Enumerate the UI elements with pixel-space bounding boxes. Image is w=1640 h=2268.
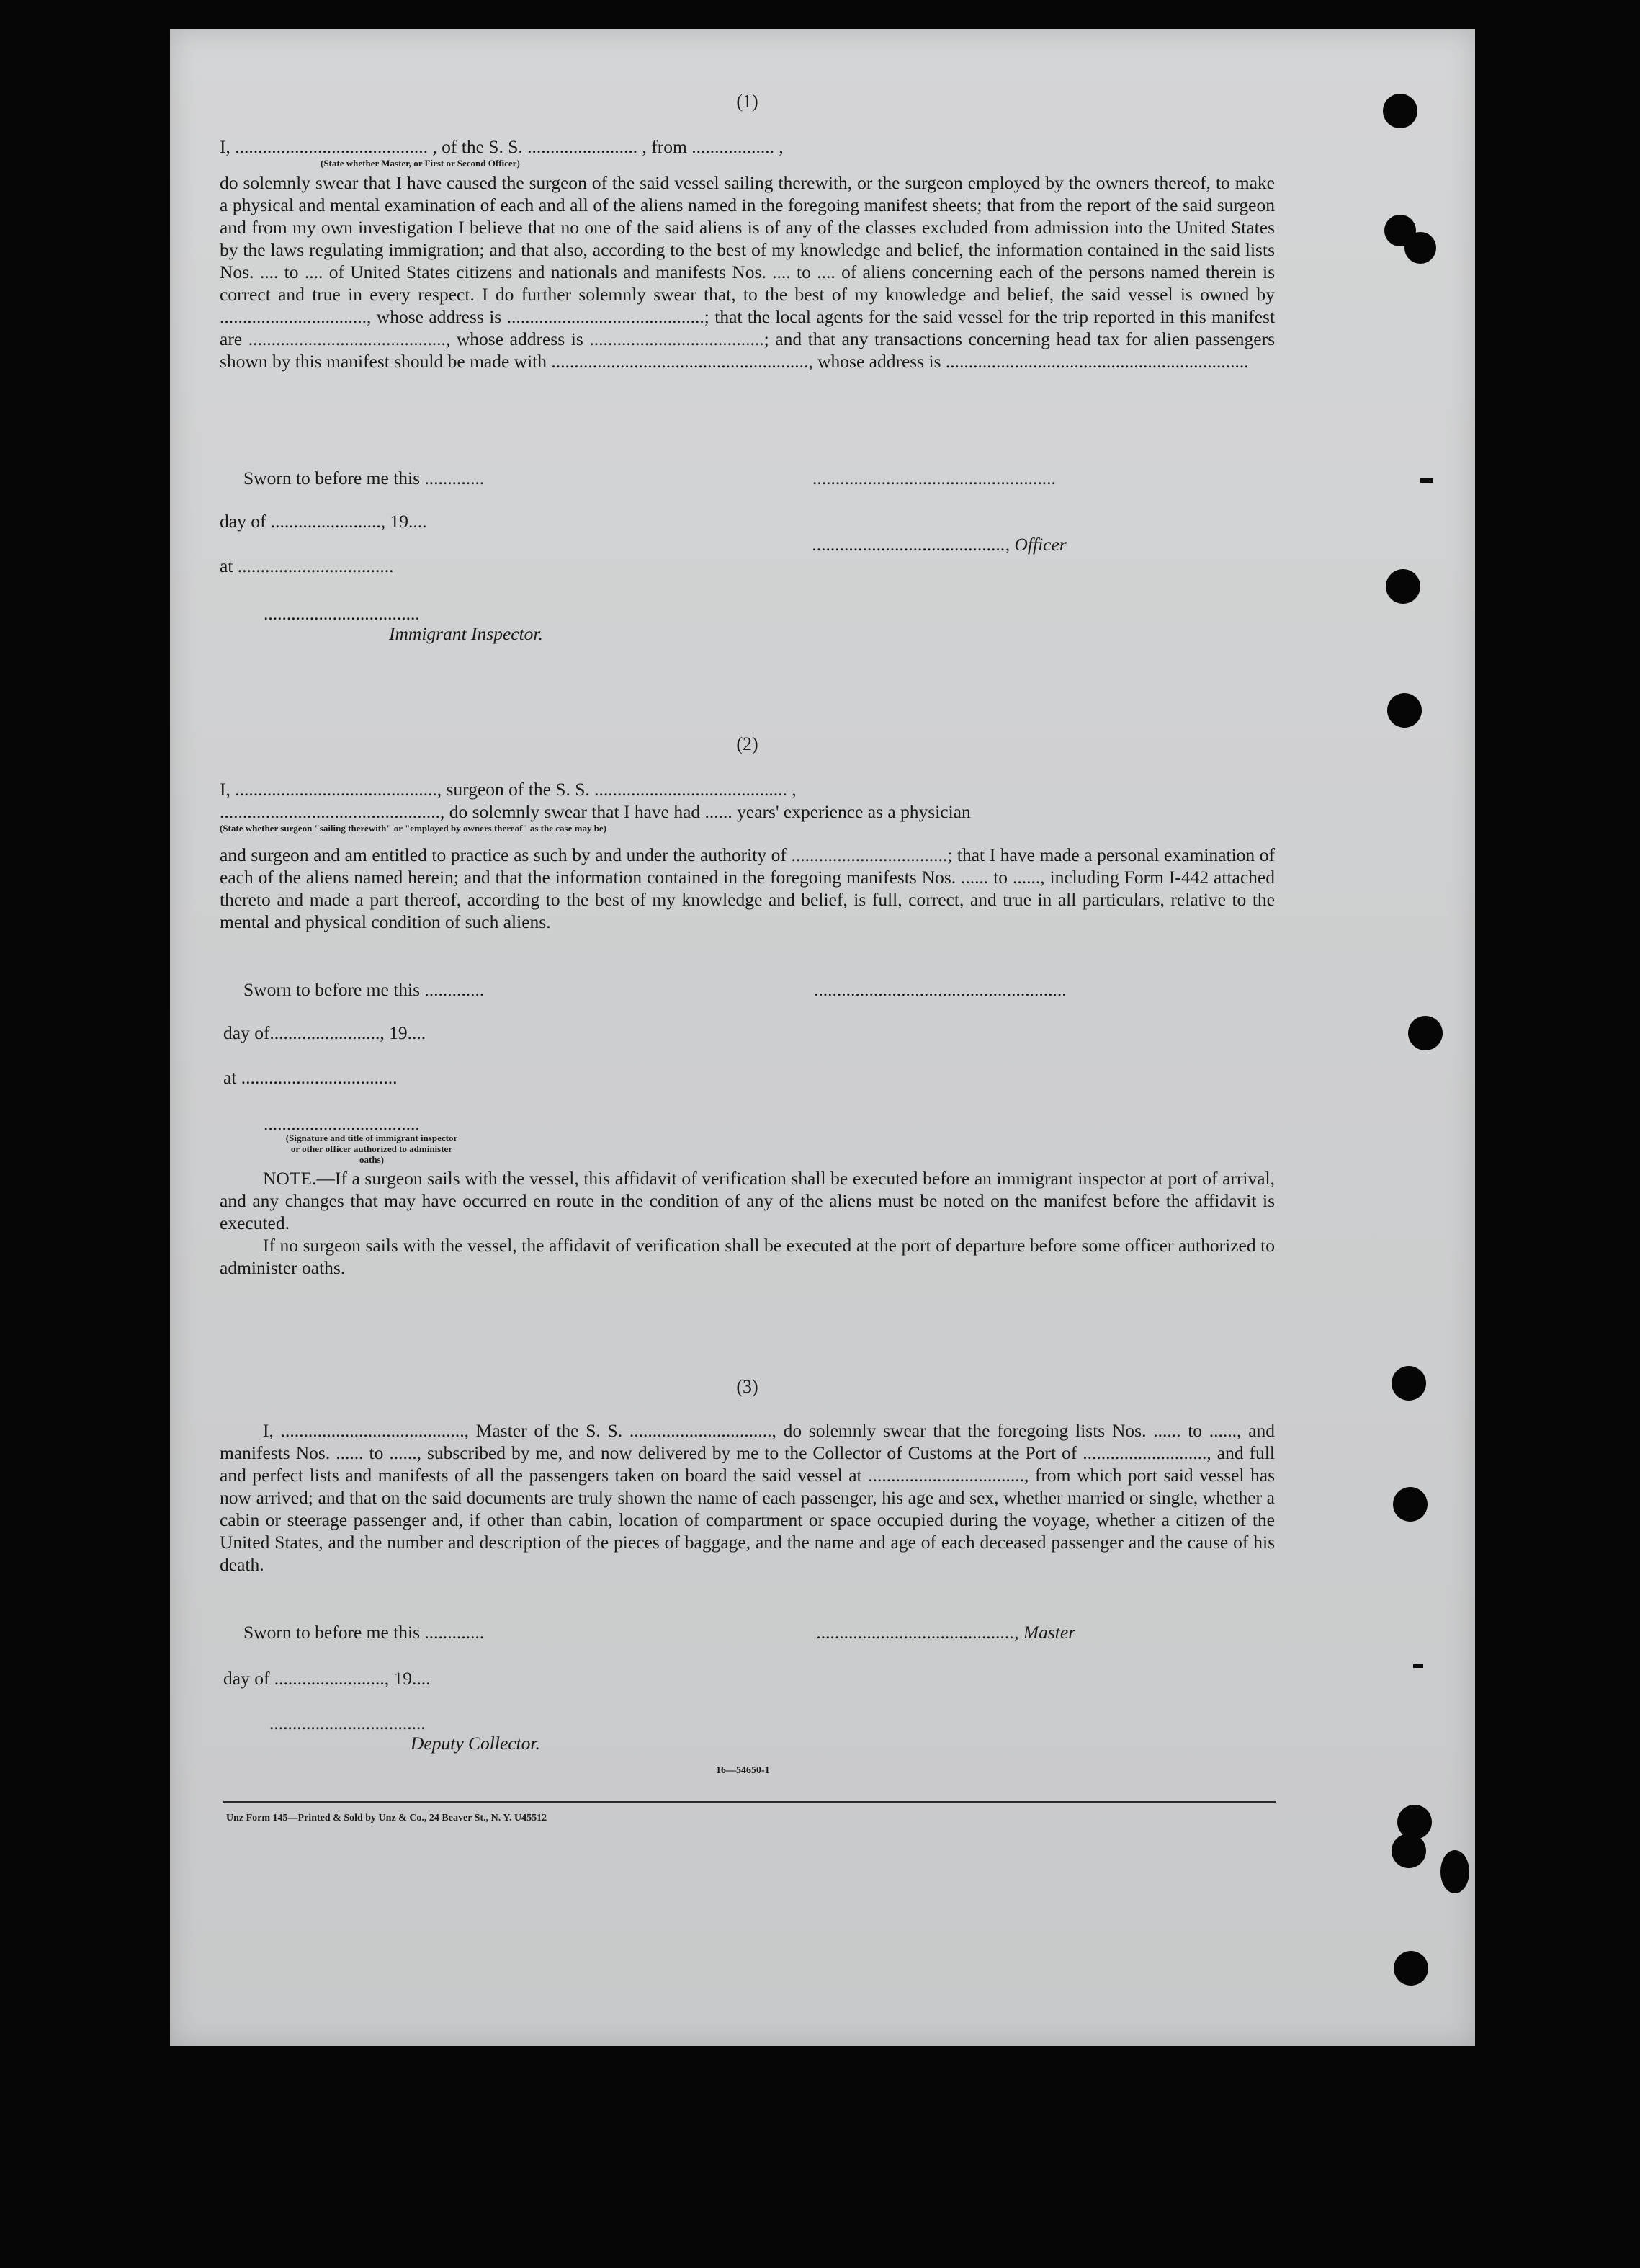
section-2-sworn: Sworn to before me this ............. bbox=[243, 979, 485, 1000]
section-2-caption: (State whether surgeon "sailing therewith" or "employed by owners thereof" as the case may be) bbox=[220, 823, 607, 834]
section-1-at: at .................................. bbox=[220, 555, 394, 576]
binder-hole bbox=[1387, 693, 1422, 728]
section-1-signature-line: .................................. bbox=[264, 603, 420, 624]
printer-imprint: Unz Form 145—Printed & Sold by Unz & Co., 24 Beaver St., N. Y. U45512 bbox=[226, 1813, 547, 1823]
binder-hole bbox=[1393, 1487, 1428, 1522]
edge-tick bbox=[1420, 478, 1433, 483]
section-3-sworn: Sworn to before me this ............. bbox=[243, 1622, 485, 1643]
section-2-oath: and surgeon and am entitled to practice as such by and under the authority of ..................................; that I have made a personal examination of each of the aliens named herein; and that the information contained in the foregoing manifests Nos. ...... to ......, including Form I-442 attached thereto and made a part thereof, according to the best of my knowledge and belief, is full, correct, and true in all particulars, relative to the mental and physical condition of such aliens. bbox=[220, 844, 1275, 932]
binder-hole bbox=[1386, 569, 1420, 604]
section-2-note: NOTE.—If a surgeon sails with the vessel, this affidavit of verification shall be executed before an immigrant inspector at port of arrival, and any changes that may have occurred en route in the condition of any of the aliens must be noted on the manifest before the affidavit is executed. bbox=[220, 1168, 1275, 1233]
form-code: 16—54650-1 bbox=[716, 1765, 770, 1776]
section-3-number: (3) bbox=[736, 1376, 758, 1397]
section-1-officer-line: ..................................................... bbox=[812, 468, 1056, 488]
section-2-right-line: ....................................................... bbox=[814, 979, 1067, 1000]
section-1-oath: do solemnly swear that I have caused the surgeon of the said vessel sailing therewith, or the surgeon employed by the owners thereof, to make a physical and mental examination of each and all of the aliens named in the foregoing manifest sheets; that from the report of the said surgeon and from my own investigation I believe that no one of the said aliens is of any of the classes excluded from admission into the United States by the laws regulating immigration; and that also, according to the best of my knowledge and belief, the information contained in the said lists Nos. .... to .... of United States citizens and nationals and manifests Nos. .... to .... of aliens concerning each of the persons named therein is correct and true in every respect. I do further solemnly swear that, to the best of my knowledge and belief, the said vessel is owned by ................................, whose address is ...........................................; that the local agents for the said vessel for the trip reported in this manifest are ..........................................., whose address is ......................................; and that any transactions concerning head tax for alien passengers shown by this manifest should be made with ........................................................, whose address is .................................................................. bbox=[220, 172, 1275, 372]
binder-hole bbox=[1394, 1951, 1428, 1986]
section-2-number: (2) bbox=[736, 733, 758, 754]
section-2-signature-caption: (Signature and title of immigrant inspector or other officer authorized to administer oaths) bbox=[285, 1133, 458, 1165]
binder-hole bbox=[1392, 1366, 1426, 1401]
section-2-at: at .................................. bbox=[223, 1067, 398, 1088]
section-1-immigrant-inspector: Immigrant Inspector. bbox=[389, 623, 543, 644]
section-3-master: ..........................................., Master bbox=[817, 1622, 1076, 1643]
binder-hole bbox=[1440, 1850, 1469, 1893]
section-2-signature-line: .................................. bbox=[264, 1113, 420, 1134]
footer-rule bbox=[223, 1801, 1276, 1803]
section-2-second-line: ................................................, do solemnly swear that I have had ...... years' experience as a physician bbox=[220, 801, 971, 822]
section-3-oath: I, ........................................, Master of the S. S. ..............................., do solemnly swear that the foregoing lists Nos. ...... to ......, and manifests Nos. ...... to ......, subscribed by me, and now delivered by me to the Collector of Customs at the Port of ..........................., and full and perfect lists and manifests of all the passengers taken on board the said vessel at .................................., from which port said vessel has now arrived; and that on the said documents are truly shown the name of each passenger, his age and sex, whether married or single, whether a cabin or steerage passenger and, if other than cabin, location of compartment or space occupied during the voyage, whether a citizen of the United States, and the number and description of the pieces of baggage, and the name and age of each deceased passenger and the cause of his death. bbox=[220, 1420, 1275, 1575]
binder-hole bbox=[1408, 1016, 1443, 1050]
section-2-note-no-surgeon: If no surgeon sails with the vessel, the affidavit of verification shall be executed at the port of departure before some officer authorized to administer oaths. bbox=[220, 1235, 1275, 1278]
section-2-first-line: I, ............................................, surgeon of the S. S. .......................................... , bbox=[220, 779, 797, 800]
section-1-day: day of ........................, 19.... bbox=[220, 511, 427, 532]
section-1-officer: .........................................., Officer bbox=[812, 534, 1067, 555]
section-1-sworn: Sworn to before me this ............. bbox=[243, 468, 485, 488]
section-3-deputy-collector: Deputy Collector. bbox=[411, 1733, 540, 1754]
section-1-caption: (State whether Master, or First or Second Officer) bbox=[321, 158, 520, 169]
section-2-day: day of........................, 19.... bbox=[223, 1022, 426, 1043]
binder-hole bbox=[1404, 232, 1436, 264]
section-3-signature-line: .................................. bbox=[269, 1713, 426, 1733]
binder-hole bbox=[1383, 94, 1417, 128]
section-1-number: (1) bbox=[736, 91, 758, 112]
edge-tick bbox=[1413, 1664, 1423, 1668]
binder-hole bbox=[1392, 1834, 1426, 1868]
section-1-first-line: I, .......................................... , of the S. S. ........................ , from .................. , bbox=[220, 136, 784, 157]
section-3-day: day of ........................, 19.... bbox=[223, 1668, 431, 1689]
